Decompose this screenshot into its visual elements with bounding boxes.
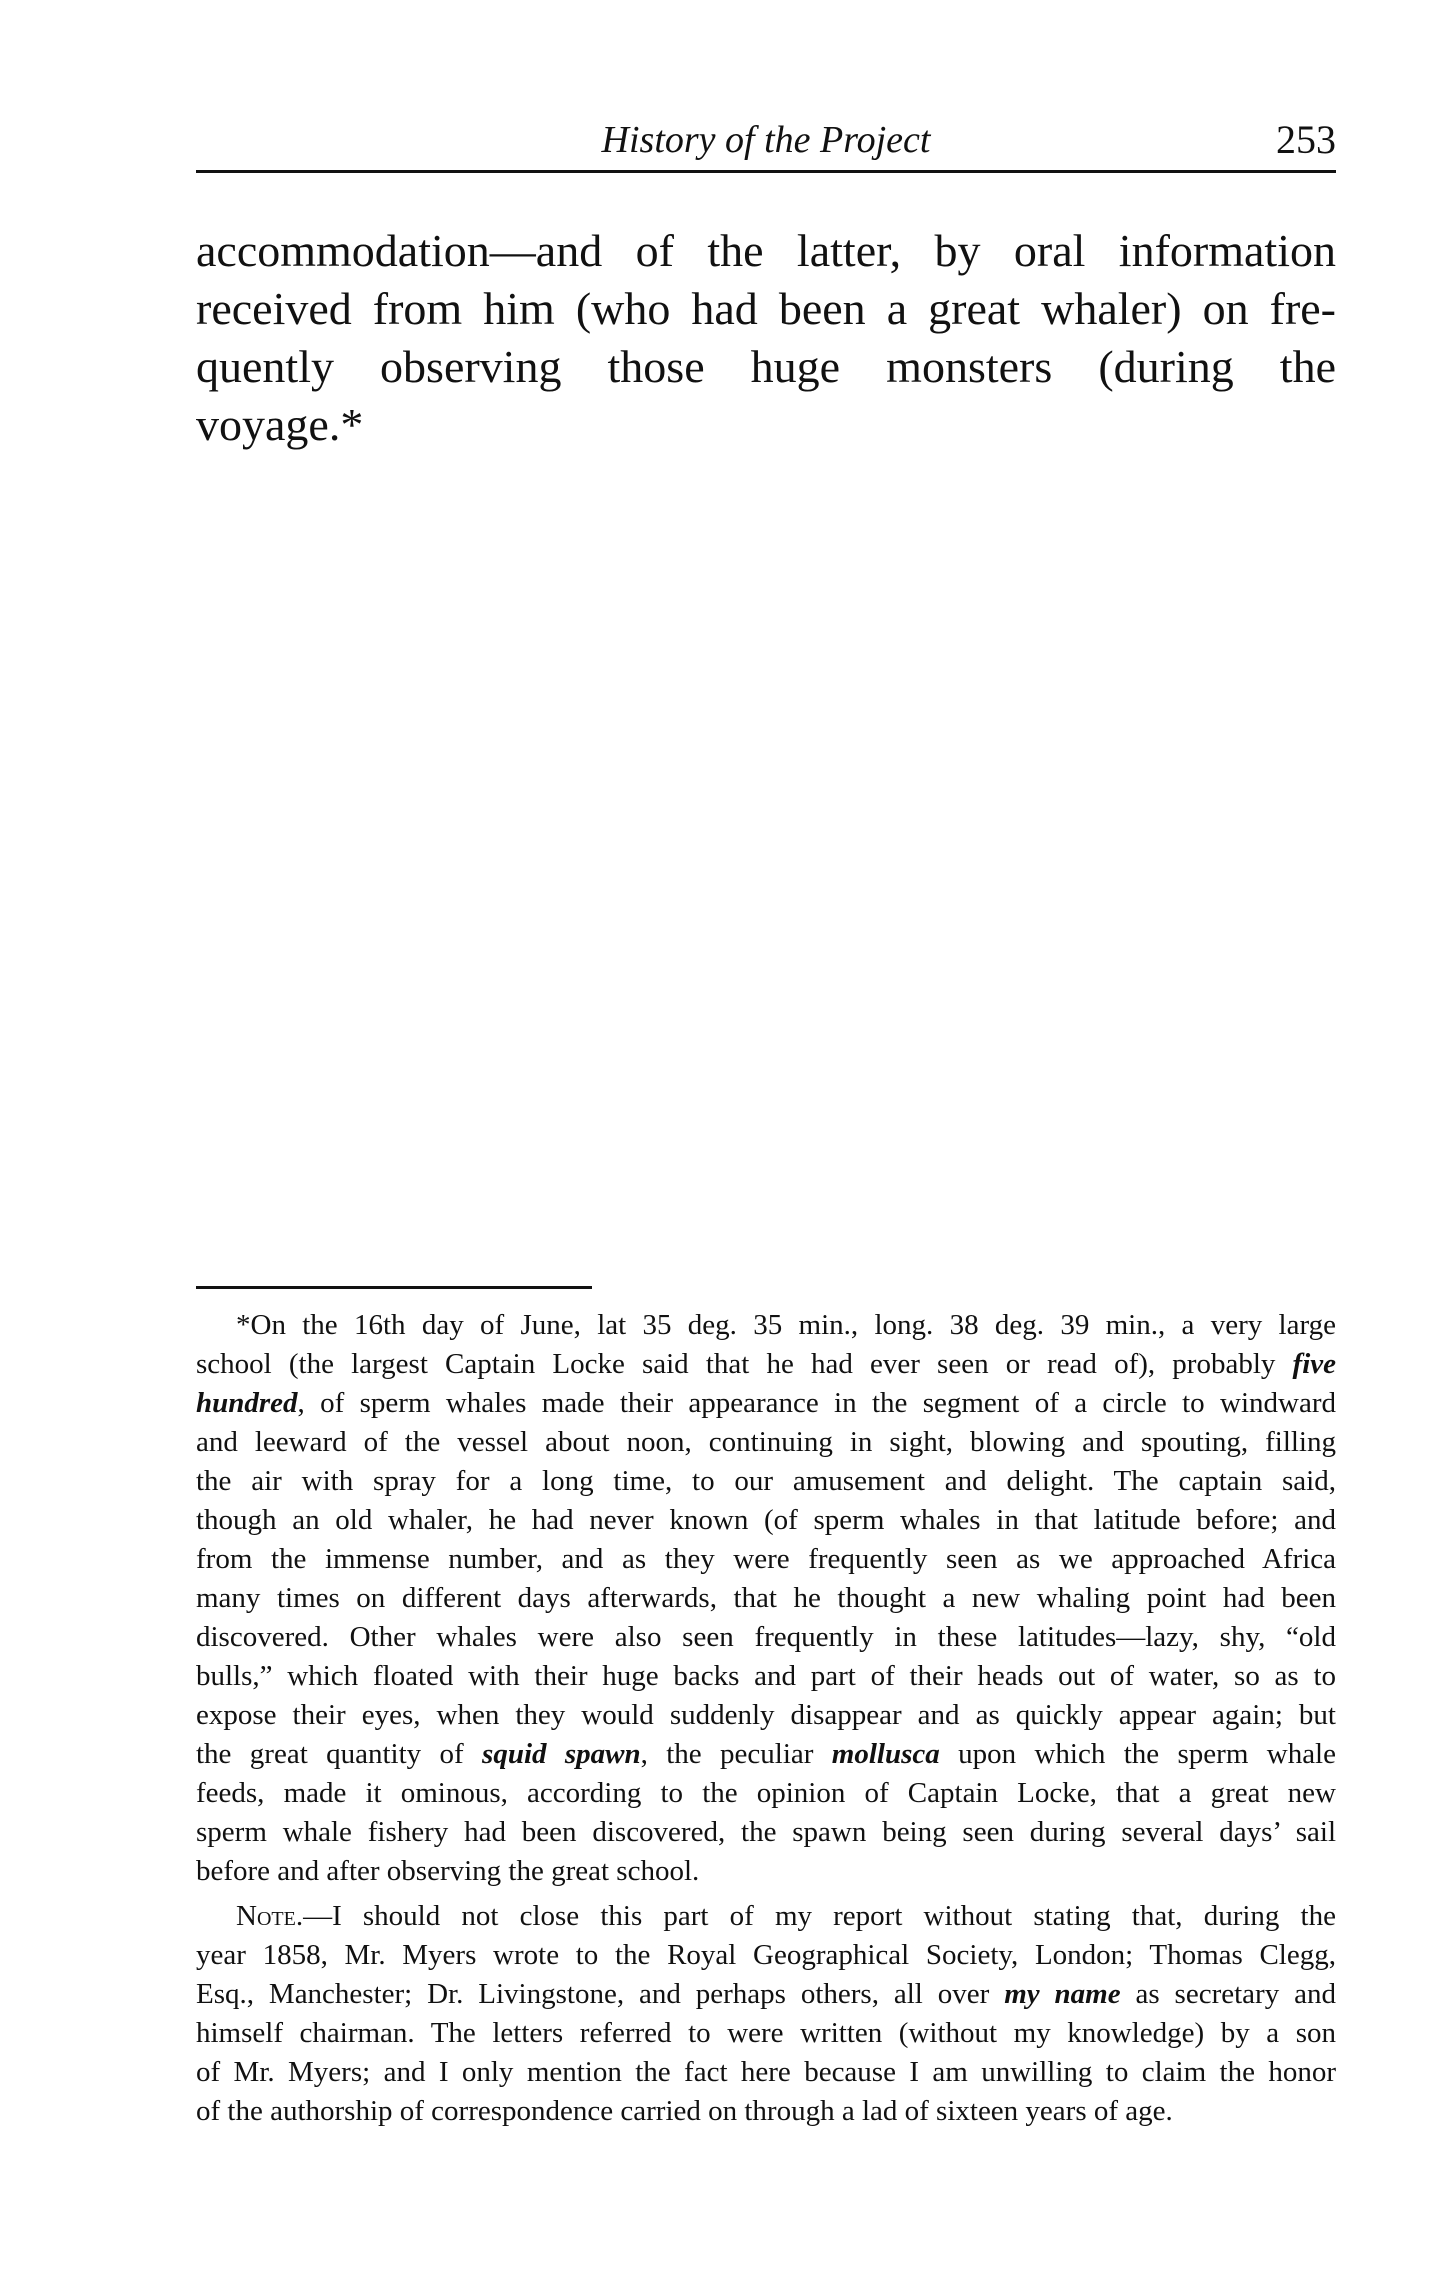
body-line: voyage.* bbox=[196, 399, 364, 450]
footnote-rule bbox=[196, 1286, 592, 1289]
footnote-line: feeds, made it ominous, according to the opinion of Captain Locke, that a great new bbox=[196, 1777, 1336, 1809]
emphasis-text: my name bbox=[1004, 1978, 1121, 2010]
footnote-text: upon which the sperm whale bbox=[939, 1738, 1336, 1770]
footnote-line bbox=[196, 1897, 1336, 1936]
footnote-line: of Mr. Myers; and I only mention the fact here because I am unwilling to claim the honor bbox=[196, 2056, 1336, 2088]
emphasis-text: mollusca bbox=[831, 1738, 940, 1770]
body-line: quently observing those huge monsters (during the bbox=[196, 341, 1336, 392]
page-number: 253 bbox=[1276, 117, 1336, 162]
note-label: Note. bbox=[236, 1900, 304, 1932]
footnote-line bbox=[196, 1735, 1336, 1774]
footnote-line: year 1858, Mr. Myers wrote to the Royal Geographical Society, London; Thomas Clegg, bbox=[196, 1939, 1336, 1971]
emphasis-text: five bbox=[1292, 1348, 1336, 1380]
body-line: accommodation—and of the latter, by oral information bbox=[196, 225, 1336, 276]
footnote-line: bulls,” which floated with their huge backs and part of their heads out of water, so as to bbox=[196, 1660, 1336, 1692]
footnote-text: as secretary and bbox=[1120, 1978, 1336, 2010]
footnote-line: *On the 16th day of June, lat 35 deg. 35 min., long. 38 deg. 39 min., a very large bbox=[236, 1309, 1336, 1341]
footnote-line: the air with spray for a long time, to our amusement and delight. The captain said, bbox=[196, 1465, 1336, 1497]
footnote-text: the great quantity of bbox=[196, 1738, 483, 1770]
emphasis-text: hundred bbox=[196, 1387, 298, 1419]
body-paragraph bbox=[196, 222, 1336, 454]
footnote-text: , of sperm whales made their appearance in the segment of a circle to windward bbox=[297, 1387, 1336, 1419]
footnotes bbox=[196, 1306, 1336, 2131]
footnote-line: many times on different days afterwards, that he thought a new whaling point had been bbox=[196, 1582, 1336, 1614]
footnote-line: discovered. Other whales were also seen frequently in these latitudes—lazy, shy, “old bbox=[196, 1621, 1336, 1653]
footnote-line: sperm whale fishery had been discovered, the spawn being seen during several days’ sail bbox=[196, 1816, 1336, 1848]
footnote-line bbox=[196, 1345, 1336, 1384]
footnote-line: from the immense number, and as they were frequently seen as we approached Africa bbox=[196, 1543, 1336, 1575]
footnote-text: , the peculiar bbox=[640, 1738, 832, 1770]
footnote-line: though an old whaler, he had never known (of sperm whales in that latitude before; and bbox=[196, 1504, 1336, 1536]
emphasis-text: squid spawn bbox=[482, 1738, 641, 1770]
header-rule bbox=[196, 170, 1336, 173]
running-title: History of the Project bbox=[601, 119, 931, 161]
running-head bbox=[196, 112, 1336, 172]
body-line: received from him (who had been a great whaler) on fre- bbox=[196, 283, 1336, 334]
footnote-line bbox=[196, 1384, 1336, 1423]
footnote-line: before and after observing the great school. bbox=[196, 1855, 700, 1887]
footnote-line bbox=[196, 1975, 1336, 2014]
note-paragraph bbox=[196, 1897, 1336, 2131]
footnote-line: of the authorship of correspondence carried on through a lad of sixteen years of age. bbox=[196, 2095, 1173, 2127]
footnote-paragraph bbox=[196, 1306, 1336, 1891]
footnote-line: expose their eyes, when they would suddenly disappear and as quickly appear again; but bbox=[196, 1699, 1336, 1731]
footnote-text: school (the largest Captain Locke said that he had ever seen or read of), probably bbox=[196, 1348, 1293, 1380]
footnote-line: and leeward of the vessel about noon, continuing in sight, blowing and spouting, filling bbox=[196, 1426, 1336, 1458]
footnote-text: Esq., Manchester; Dr. Livingstone, and perhaps others, all over bbox=[196, 1978, 1005, 2010]
footnote-text: —I should not close this part of my report without stating that, during the bbox=[303, 1900, 1336, 1932]
footnote-line: himself chairman. The letters referred to were written (without my knowledge) by a son bbox=[196, 2017, 1336, 2049]
